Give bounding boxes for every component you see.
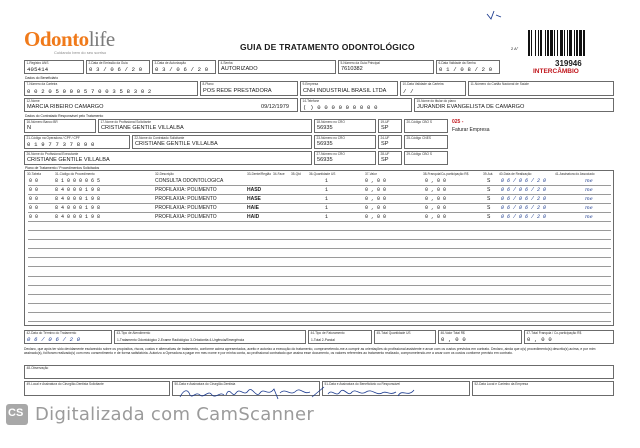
field-value: 0 3 / 0 6 / 2 0 xyxy=(155,65,209,73)
field-label: 28-UF xyxy=(380,151,390,156)
field-label: 42-Data do Término do Tratamento xyxy=(26,330,77,335)
guide-number: 319946 xyxy=(555,59,582,68)
cell-date: 0 6 / 0 6 / 2 0 xyxy=(501,196,547,203)
table-row xyxy=(25,268,614,277)
field-value: CRISTIANE GENTILE VILLALBA xyxy=(135,140,218,147)
dentist-handwritten-signature xyxy=(178,383,328,403)
cell-franq: 0 , 0 0 xyxy=(425,187,447,194)
cell-desc: PROFILAXIA: POLIMENTO xyxy=(155,214,217,221)
cell-aut: S xyxy=(487,196,491,203)
cell-franq: 0 , 0 0 xyxy=(425,214,447,221)
cell-valor: 0 , 0 0 xyxy=(365,205,387,212)
field-label: 17-Nome do Profissional Solicitante xyxy=(100,119,151,124)
cell-code: 8 4 0 0 0 1 9 8 xyxy=(55,187,101,194)
cell-sig: me xyxy=(585,205,593,212)
field-label: 18-Número no CRO xyxy=(316,119,345,124)
col-header-tooth: 33-Dente/Região xyxy=(247,172,272,176)
field-label: 49-Local e Assinatura do Cirurgião-Dentista Solicitante xyxy=(26,381,104,386)
field-executing-professional[interactable] xyxy=(24,151,312,165)
col-header-table: 30-Tabela xyxy=(27,172,41,176)
section-beneficiary: Dados do Beneficiário xyxy=(25,76,59,80)
cell-us: 1 xyxy=(325,187,329,194)
field-label: 8-Plano xyxy=(202,81,214,86)
cell-aut: S xyxy=(487,187,491,194)
cell-desc: PROFILAXIA: POLIMENTO xyxy=(155,205,217,212)
field-label: 20-Código CBO S xyxy=(406,119,433,124)
field-label: 48-Observação xyxy=(26,365,49,370)
field-care-type[interactable] xyxy=(114,330,306,344)
field-label: 45-Total Quantidade US xyxy=(376,330,411,335)
row-underline xyxy=(28,321,611,322)
field-value: 0 1 9 7 7 3 7 8 9 0 xyxy=(27,140,95,148)
field-requesting-professional[interactable] xyxy=(98,119,312,133)
field-password-validity[interactable] xyxy=(436,60,500,74)
field-label: 12-Nome xyxy=(26,98,40,103)
col-header-code: 31-Código do Procedimento xyxy=(55,172,95,176)
field-label: 5-Número da Guia Principal xyxy=(340,60,380,65)
field-value: 1-Total 2-Parcial xyxy=(311,338,335,343)
field-label: 21-Código na Operadora / CPF / CPF xyxy=(26,135,80,140)
col-header-qty: 35-Qtd xyxy=(291,172,301,176)
table-row xyxy=(25,204,614,213)
cell-franq: 0 , 0 0 xyxy=(425,178,447,184)
field-value: CNH INDUSTRIAL BRASIL LTDA xyxy=(303,87,387,94)
cell-tabela: 0 0 xyxy=(29,205,39,212)
field-label: 43-Tipo de Atendimento xyxy=(116,330,151,335)
table-row xyxy=(25,223,614,232)
cell-desc: PROFILAXIA: POLIMENTO xyxy=(155,187,217,194)
table-row xyxy=(25,241,614,250)
cell-tabela: 0 0 xyxy=(29,178,39,184)
intercambio-label: INTERCÂMBIO xyxy=(533,68,579,75)
col-header-signature: 41-Assinatura do Associado xyxy=(555,172,595,176)
cell-date: 0 6 / 0 6 / 2 0 xyxy=(501,205,547,212)
field-cbo-3[interactable] xyxy=(404,151,448,165)
field-value: 56935 xyxy=(317,156,333,163)
field-label: 24-UF xyxy=(380,135,390,140)
field-label: 22-Nome do Contratado Solicitante xyxy=(134,135,185,140)
field-label: 47-Total Franquia / Co-participação R$ xyxy=(526,330,582,335)
cell-sig: me xyxy=(585,196,593,203)
logo-tagline: Cuidando bem do seu sorriso xyxy=(54,50,107,55)
field-value: JURANDIR EVANGELISTA DE CAMARGO xyxy=(417,103,525,110)
field-bank-number[interactable] xyxy=(24,119,96,133)
field-end-date[interactable] xyxy=(24,330,112,344)
cell-date: 0 6 / 0 6 / 2 0 xyxy=(501,178,547,184)
field-uf[interactable] xyxy=(378,119,402,133)
field-authorization-date[interactable] xyxy=(152,60,216,74)
field-cro-number-3[interactable] xyxy=(314,151,376,165)
field-value: 0 3 / 0 6 / 2 0 xyxy=(89,65,143,73)
camscanner-icon xyxy=(6,404,28,425)
field-label: 25-Código CNES xyxy=(406,135,431,140)
field-ans-registry[interactable] xyxy=(24,60,84,74)
table-row xyxy=(25,232,614,241)
field-plan-holder[interactable] xyxy=(414,98,614,112)
field-requesting-dentist-signature[interactable] xyxy=(24,381,170,396)
cell-sig: me xyxy=(585,178,593,184)
cell-valor: 0 , 0 0 xyxy=(365,196,387,203)
field-billing-type[interactable] xyxy=(308,330,372,344)
table-row xyxy=(25,295,614,304)
cell-code: 8 4 0 0 0 1 9 8 xyxy=(55,205,101,212)
cell-tabela: 0 0 xyxy=(29,196,39,203)
field-card-number[interactable] xyxy=(24,81,198,96)
field-label: 26-Nome do Profissional Executante xyxy=(26,151,79,156)
field-label: 15-Nome do titular do plano xyxy=(416,98,456,103)
cell-valor: 0 , 0 0 xyxy=(365,187,387,194)
field-label: 23-Número no CRO xyxy=(316,135,345,140)
cell-tabela: 0 0 xyxy=(29,214,39,221)
field-label: 2-Data de Emissão da Guia xyxy=(88,60,128,65)
col-header-date: 40-Data de Realização xyxy=(499,172,532,176)
cell-code: 8 1 0 0 0 0 6 5 xyxy=(55,178,101,184)
cell-dente: HASE xyxy=(247,196,261,203)
logo-main-text: Odonto xyxy=(24,27,89,51)
cell-date: 0 6 / 0 6 / 2 0 xyxy=(501,214,547,221)
col-header-us: 36-Quantidade US xyxy=(309,172,336,176)
table-row xyxy=(25,177,614,186)
cell-code: 8 4 0 0 0 1 9 8 xyxy=(55,196,101,203)
field-value: 0 0 2 0 5 0 0 0 5 7 0 0 3 5 8 3 0 2 xyxy=(27,87,152,95)
field-label: 27-Número no CRO xyxy=(316,151,345,156)
field-value: 0 , 0 0 xyxy=(527,335,552,343)
field-label: 19-UF xyxy=(380,119,390,124)
field-operator-code[interactable] xyxy=(24,135,130,149)
field-label: 44-Tipo de Faturamento xyxy=(310,330,345,335)
field-cnes[interactable] xyxy=(404,135,448,149)
field-label: 52-Data Local e Carimbo da Empresa xyxy=(474,381,529,386)
table-row xyxy=(25,250,614,259)
field-phone[interactable] xyxy=(300,98,412,112)
field-value: 56935 xyxy=(317,140,333,147)
field-main-guide-number[interactable] xyxy=(338,60,434,74)
field-uf-3[interactable] xyxy=(378,151,402,165)
field-value: CRISTIANE GENTILE VILLALBA xyxy=(27,156,110,163)
field-company[interactable] xyxy=(300,81,398,96)
field-label: 50-Data e Assinatura do Cirurgião-Dentista xyxy=(174,381,236,386)
billing-text: Faturar Empresa xyxy=(452,127,490,133)
col-header-franchise: 38-Franquia/Co-participação R$ xyxy=(423,172,469,176)
field-issue-date[interactable] xyxy=(86,60,150,74)
field-label: 1-Registro ANS xyxy=(26,60,49,65)
field-value: 56935 xyxy=(317,124,333,131)
cell-dente: HAIE xyxy=(247,205,259,212)
field-beneficiary-name[interactable] xyxy=(24,98,298,112)
section-procedures: Plano de Tratamento / Procedimentos Solicitados xyxy=(25,166,100,170)
page-code: 2 A° xyxy=(511,46,519,51)
field-value: 0 1 / 0 8 / 2 0 xyxy=(439,65,493,73)
form-title: GUIA DE TRATAMENTO ODONTOLÓGICO xyxy=(240,42,415,52)
cell-aut: S xyxy=(487,178,491,184)
cell-aut: S xyxy=(487,205,491,212)
table-row xyxy=(25,259,614,268)
birth-date-value: 09/12/1979 xyxy=(261,103,289,110)
field-value: 7610382 xyxy=(341,65,363,72)
table-row xyxy=(25,304,614,313)
field-value: SP xyxy=(381,140,389,147)
barcode-image xyxy=(528,30,600,56)
cell-tabela: 0 0 xyxy=(29,187,39,194)
cell-dente: HAID xyxy=(247,214,260,221)
field-label: 4-Senha xyxy=(220,60,233,65)
field-value: CRISTIANE GENTILE VILLALBA xyxy=(101,124,184,131)
field-observation[interactable] xyxy=(24,365,614,379)
field-value: 0 , 0 0 xyxy=(441,335,466,343)
field-value: 405414 xyxy=(27,65,49,73)
field-label: 9-Empresa xyxy=(302,81,319,86)
table-row xyxy=(25,277,614,286)
field-label: 29-Código CBO S xyxy=(406,151,433,156)
camscanner-watermark: Digitalizada com CamScanner xyxy=(35,404,315,425)
field-value: 1-Tratamento Odontológico 2-Exame Radiológico 3-Ortodontia 4-Urgência/Emergência xyxy=(117,338,245,343)
table-row xyxy=(25,195,614,204)
cell-franq: 0 , 0 0 xyxy=(425,205,447,212)
field-label: 6-Data Validade da Senha xyxy=(438,60,476,65)
section-responsible: Dados do Contratado Responsável pelo Tratamento xyxy=(25,114,104,118)
cell-us: 1 xyxy=(325,196,329,203)
field-label: 11-Número do Cartão Nacional de Saúde xyxy=(470,81,529,86)
table-row xyxy=(25,314,614,323)
field-cbo[interactable] xyxy=(404,119,448,133)
cell-valor: 0 , 0 0 xyxy=(365,214,387,221)
handwritten-check-mark xyxy=(486,9,502,21)
field-uf-2[interactable] xyxy=(378,135,402,149)
field-label: 46-Valor Total R$ xyxy=(440,330,465,335)
field-value: MARCIA RIBEIRO CAMARGO xyxy=(27,103,104,110)
field-value: / / xyxy=(403,87,414,95)
field-label: 7-Número da Carteira xyxy=(26,81,58,86)
logo-sub-text: life xyxy=(88,27,115,51)
table-row xyxy=(25,213,614,222)
field-total-value[interactable] xyxy=(438,330,522,344)
field-value: POS REDE PRESTADORA xyxy=(203,87,272,94)
field-cro-number[interactable] xyxy=(314,119,376,133)
declaration-text: Declaro, que após ter sido devidamente esclarecido sobre os propósitos, riscos, custos e alternativas de tratamento, conforme acima apresentados, aceito e autorizo a execução do tratamento, comprometendo-me a cumprir as orientações do profissional assistente e arcar com os custos previstos em contrato. Declaro, ainda que o(s) procedimento(s) descrito(s) acima, e por mim assinado(s), foi/foram realizado(s) com meu consentimento e de forma satisfatória. Autorizo a Operadora a pagar em meu nome e por minha conta, ao profissional contratado que assina esse documento, os valores referentes ao tratamento realizado, comprometendo-me a arcar com os custos conforme previsto em contrato. xyxy=(24,347,596,356)
procedures-table xyxy=(24,170,614,326)
field-value: 0 6 / 0 6 / 2 0 xyxy=(27,335,81,343)
field-cns[interactable] xyxy=(468,81,614,96)
cell-us: 1 xyxy=(325,205,329,212)
field-value: SP xyxy=(381,156,389,163)
cell-us: 1 xyxy=(325,178,329,184)
field-value: AUTORIZADO xyxy=(221,65,258,72)
field-label: 3-Data de Autorização xyxy=(154,60,187,65)
cell-sig: me xyxy=(585,214,593,221)
field-label: 14-Telefone xyxy=(302,98,320,103)
table-row xyxy=(25,186,614,195)
field-label: 51-Data e Assinatura do Beneficiário ou Responsável xyxy=(324,381,400,386)
field-company-stamp[interactable] xyxy=(472,381,614,396)
cell-date: 0 6 / 0 6 / 2 0 xyxy=(501,187,547,194)
field-value: N xyxy=(27,124,32,131)
cell-desc: CONSULTA ODONTOLOGICA xyxy=(155,178,224,184)
col-header-auth: 39-Aut. xyxy=(483,172,494,176)
cell-franq: 0 , 0 0 xyxy=(425,196,447,203)
col-header-face: 34-Face xyxy=(273,172,285,176)
field-value: SP xyxy=(381,124,389,131)
field-value: ( ) 0 0 0 0 0 0 0 0 0 xyxy=(303,103,378,111)
col-header-value: 37-Valor xyxy=(365,172,377,176)
field-password[interactable] xyxy=(218,60,336,74)
field-cro-number-2[interactable] xyxy=(314,135,376,149)
table-row xyxy=(25,286,614,295)
cell-us: 1 xyxy=(325,214,329,221)
cell-aut: S xyxy=(487,214,491,221)
cell-code: 8 4 0 0 0 1 9 8 xyxy=(55,214,101,221)
cell-dente: HASD xyxy=(247,187,262,194)
camscanner-icon-text: CS xyxy=(8,407,24,419)
billing-code: 025 - xyxy=(452,119,464,125)
field-total-franchise[interactable] xyxy=(524,330,614,344)
field-label: 10-Data Validade da Carteira xyxy=(402,81,444,86)
cell-desc: PROFILAXIA: POLIMENTO xyxy=(155,196,217,203)
cell-valor: 0 , 0 0 xyxy=(365,178,387,184)
field-label: 16-Número Banco BR xyxy=(26,119,58,124)
field-requesting-contractor[interactable] xyxy=(132,135,312,149)
field-plan[interactable] xyxy=(200,81,298,96)
field-card-validity[interactable] xyxy=(400,81,466,96)
field-total-us[interactable] xyxy=(374,330,436,344)
col-header-description: 32-Descrição xyxy=(155,172,174,176)
cell-sig: me xyxy=(585,187,593,194)
